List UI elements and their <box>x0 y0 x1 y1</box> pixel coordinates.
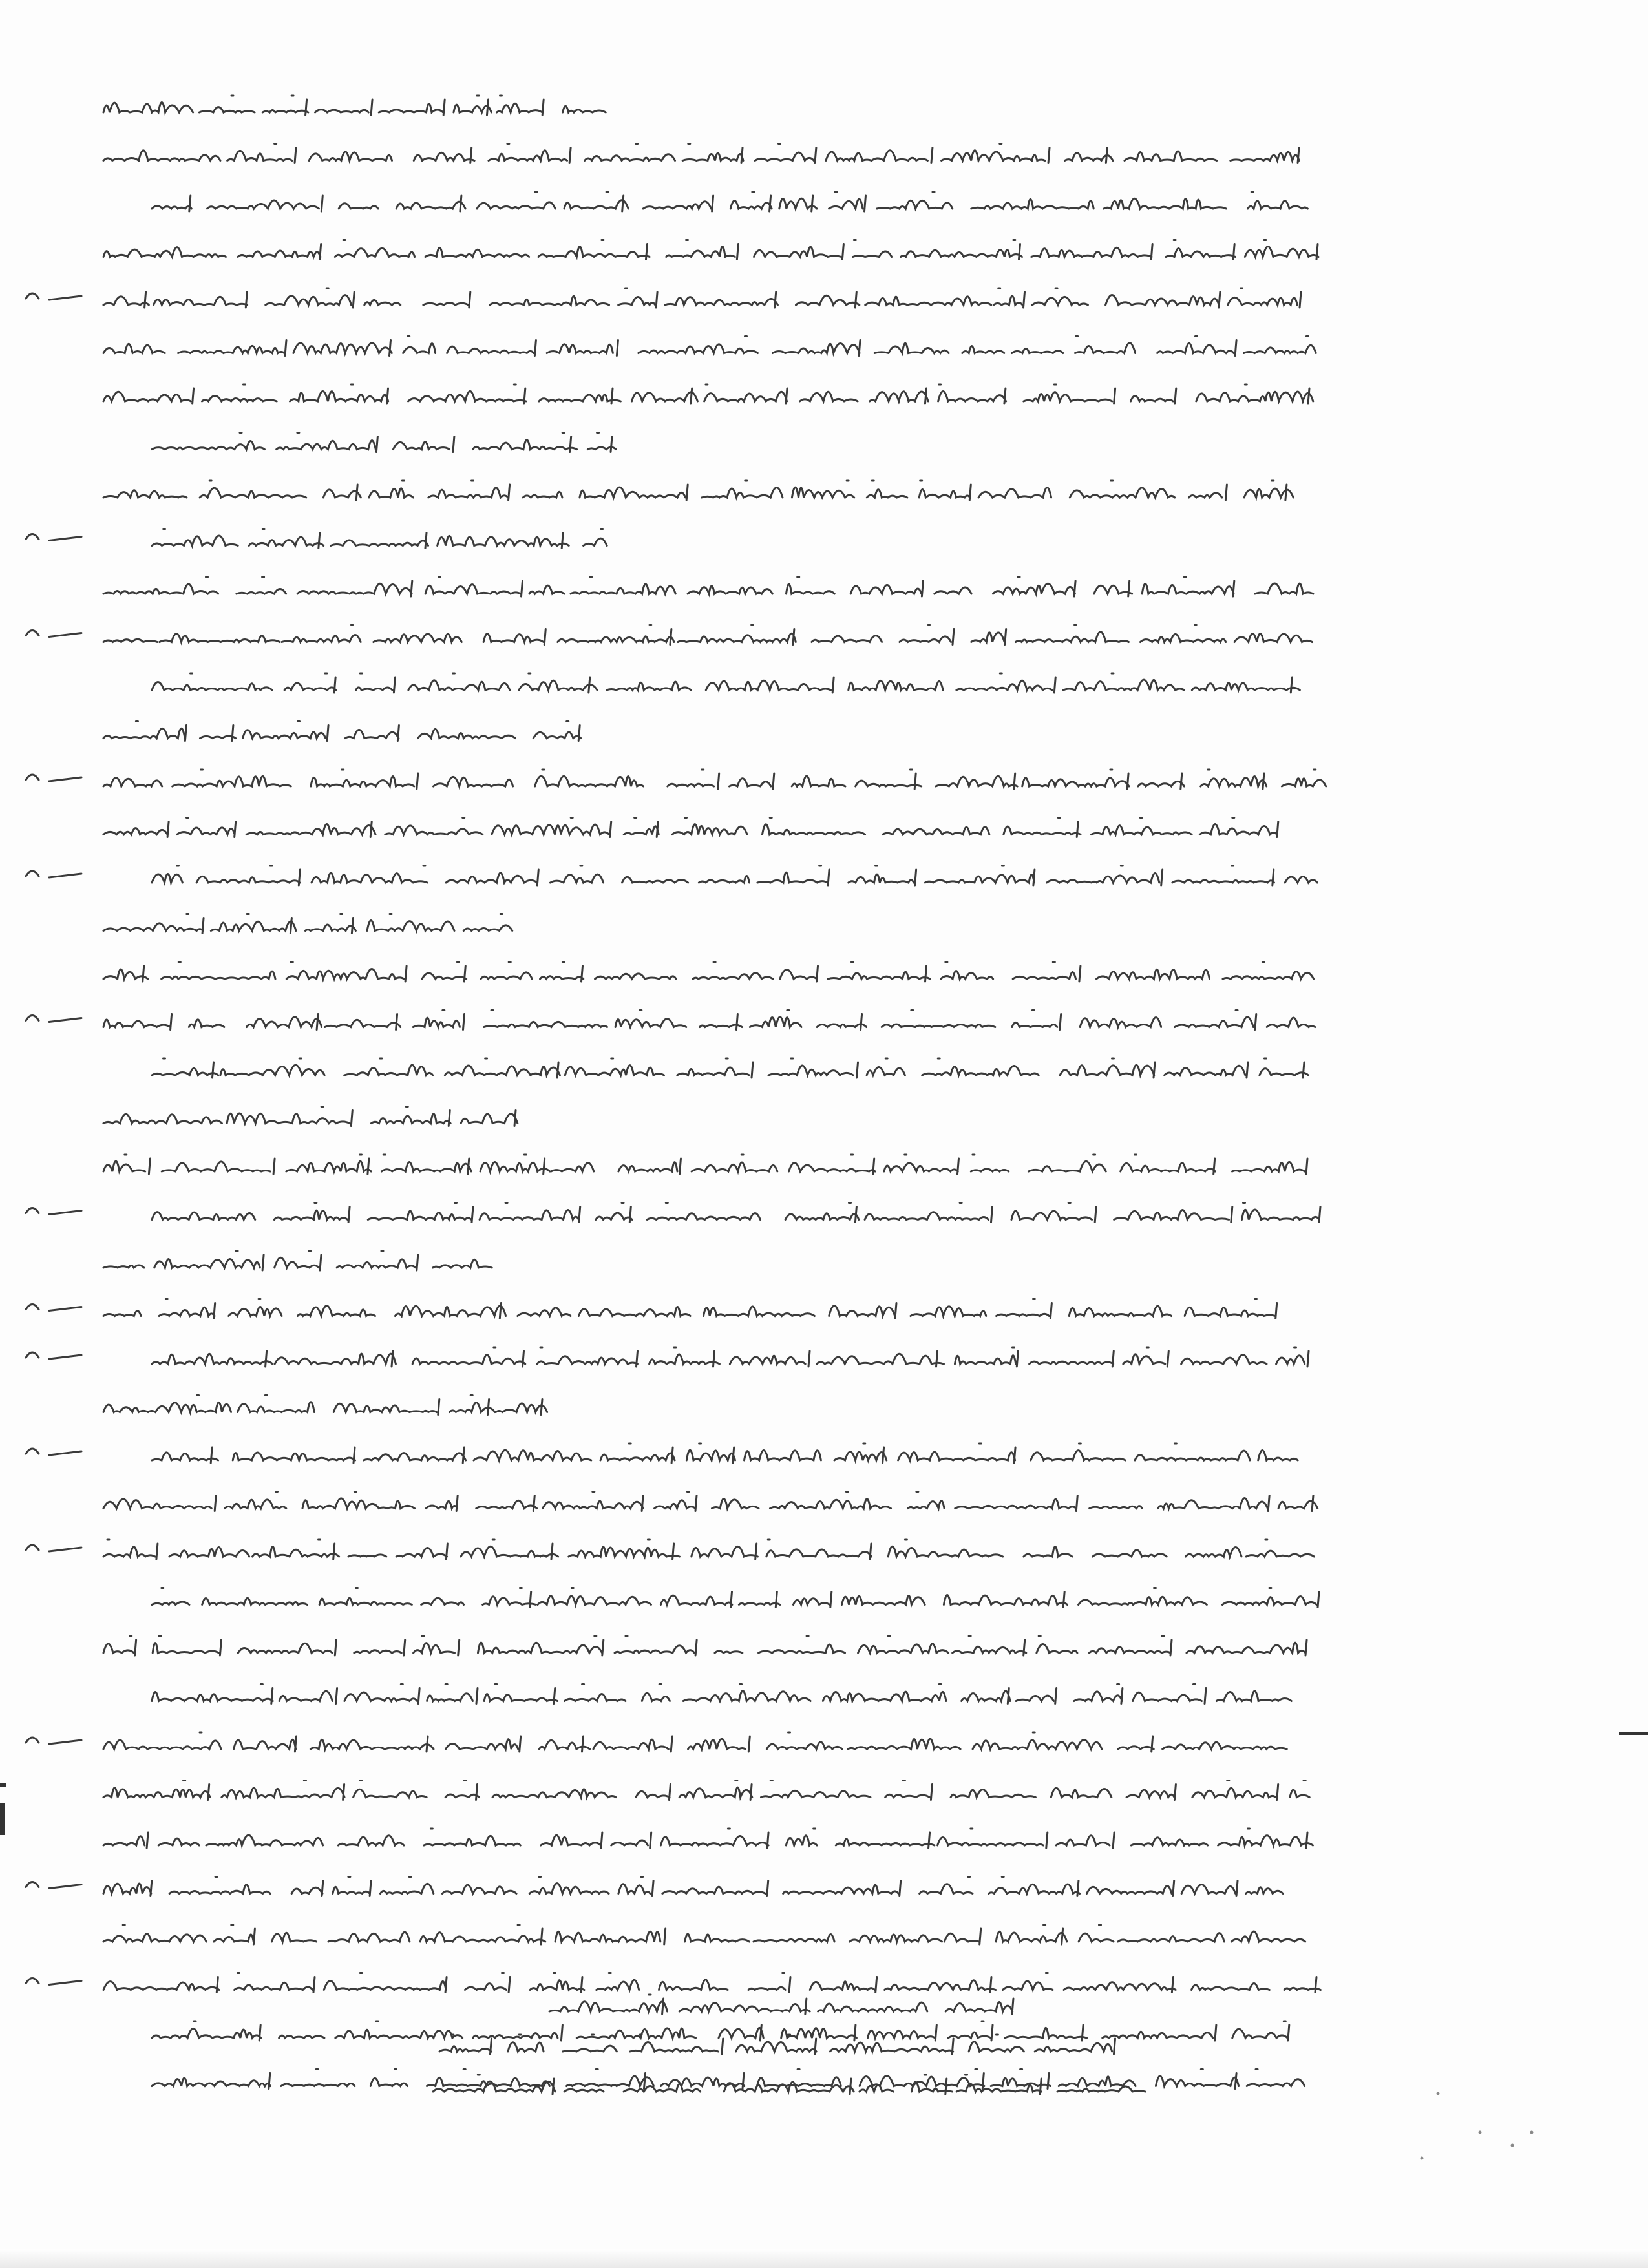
script-stroke <box>549 1995 1013 2014</box>
margin-number-mark <box>26 1545 81 1551</box>
margin-number-mark <box>26 1979 81 1985</box>
script-line <box>103 1011 1315 1030</box>
scan-mark <box>0 1803 5 1835</box>
script-line <box>103 1877 1283 1896</box>
script-line <box>103 625 1312 645</box>
script-line <box>152 866 1317 885</box>
script-line <box>152 1203 1320 1223</box>
margin-number-mark <box>26 1208 81 1215</box>
script-stroke <box>103 481 1293 500</box>
script-line <box>103 722 581 741</box>
script-line <box>103 818 1278 837</box>
script-stroke <box>103 384 1313 404</box>
scan-speck <box>1437 2092 1440 2095</box>
script-line <box>103 288 1301 308</box>
script-line <box>152 529 607 549</box>
script-line <box>103 1829 1313 1848</box>
script-line <box>103 144 1299 163</box>
script-line <box>103 1299 1277 1319</box>
script-line <box>152 1685 1291 1704</box>
script-stroke <box>103 577 1313 596</box>
script-line <box>152 2070 1305 2089</box>
script-line <box>103 96 606 115</box>
script-line <box>152 1588 1319 1608</box>
script-stroke <box>103 1540 1314 1559</box>
scan-mark <box>0 1783 6 1787</box>
script-line <box>103 914 512 934</box>
script-line <box>103 384 1313 404</box>
script-stroke <box>103 144 1299 163</box>
script-stroke <box>103 1299 1277 1319</box>
script-stroke <box>103 1492 1318 1511</box>
script-stroke <box>103 962 1314 982</box>
margin-number-mark <box>26 1016 81 1022</box>
script-line <box>152 433 616 452</box>
script-stroke <box>103 1877 1283 1896</box>
script-line <box>103 1251 492 1270</box>
script-stroke <box>103 1973 1320 1993</box>
script-line <box>152 1058 1309 1078</box>
script-stroke <box>103 1829 1313 1848</box>
script-stroke <box>152 1347 1309 1367</box>
scan-speck <box>1511 2144 1514 2147</box>
margin-number-mark <box>26 1738 81 1744</box>
script-stroke <box>103 1251 492 1270</box>
script-line <box>103 481 1293 500</box>
script-stroke <box>103 1925 1305 1944</box>
margin-number-mark <box>26 1352 81 1359</box>
script-stroke <box>103 1636 1307 1655</box>
script-stroke <box>103 914 512 934</box>
script-stroke <box>152 2070 1305 2089</box>
margin-number-mark <box>26 293 81 300</box>
script-stroke <box>152 1685 1291 1704</box>
script-stroke <box>103 337 1316 356</box>
margin-number-mark <box>26 1882 81 1889</box>
script-line <box>103 1732 1287 1752</box>
script-line <box>152 2021 1289 2041</box>
margin-number-mark <box>26 1449 81 1455</box>
script-stroke <box>152 1203 1320 1223</box>
script-stroke <box>152 1588 1319 1608</box>
script-stroke <box>103 1107 518 1126</box>
script-stroke <box>103 625 1312 645</box>
script-stroke <box>103 1732 1287 1752</box>
script-line <box>103 1107 518 1126</box>
script-stroke <box>103 288 1301 308</box>
scan-speck <box>1530 2131 1534 2134</box>
script-stroke <box>103 1396 547 1415</box>
script-line <box>103 770 1326 789</box>
script-stroke <box>103 1781 1309 1800</box>
script-line <box>103 1492 1318 1511</box>
script-stroke <box>103 818 1278 837</box>
script-stroke <box>103 1011 1315 1030</box>
margin-number-mark <box>26 775 81 781</box>
script-line <box>152 192 1307 211</box>
script-line <box>103 337 1316 356</box>
script-line <box>152 1347 1309 1367</box>
script-stroke <box>152 2021 1289 2041</box>
script-line <box>103 1781 1309 1800</box>
script-line <box>103 577 1313 596</box>
script-stroke <box>152 529 607 549</box>
script-line <box>103 240 1318 260</box>
script-stroke <box>152 192 1307 211</box>
margin-number-mark <box>26 1305 81 1311</box>
script-stroke <box>152 673 1300 693</box>
script-line <box>152 1444 1298 1463</box>
script-line <box>103 1636 1307 1655</box>
script-stroke <box>152 1444 1298 1463</box>
script-stroke <box>103 240 1318 260</box>
script-line <box>103 1540 1314 1559</box>
script-stroke <box>103 770 1326 789</box>
script-line <box>103 1925 1305 1944</box>
scan-edge <box>0 2249 1648 2268</box>
script-line <box>103 1973 1320 1993</box>
margin-number-mark <box>26 871 81 877</box>
margin-number-mark <box>26 534 81 541</box>
script-line <box>549 1995 1013 2014</box>
script-stroke <box>152 433 616 452</box>
script-line <box>103 962 1314 982</box>
scan-speck <box>1421 2157 1424 2160</box>
script-line <box>103 1155 1307 1174</box>
script-stroke <box>152 866 1317 885</box>
margin-number-mark <box>26 631 81 637</box>
scan-speck <box>1479 2131 1482 2134</box>
script-stroke <box>103 722 581 741</box>
script-stroke <box>103 1155 1307 1174</box>
script-line <box>103 1396 547 1415</box>
script-line <box>152 673 1300 693</box>
script-stroke <box>103 96 606 115</box>
scan-mark <box>1619 1732 1648 1735</box>
script-stroke <box>152 1058 1309 1078</box>
